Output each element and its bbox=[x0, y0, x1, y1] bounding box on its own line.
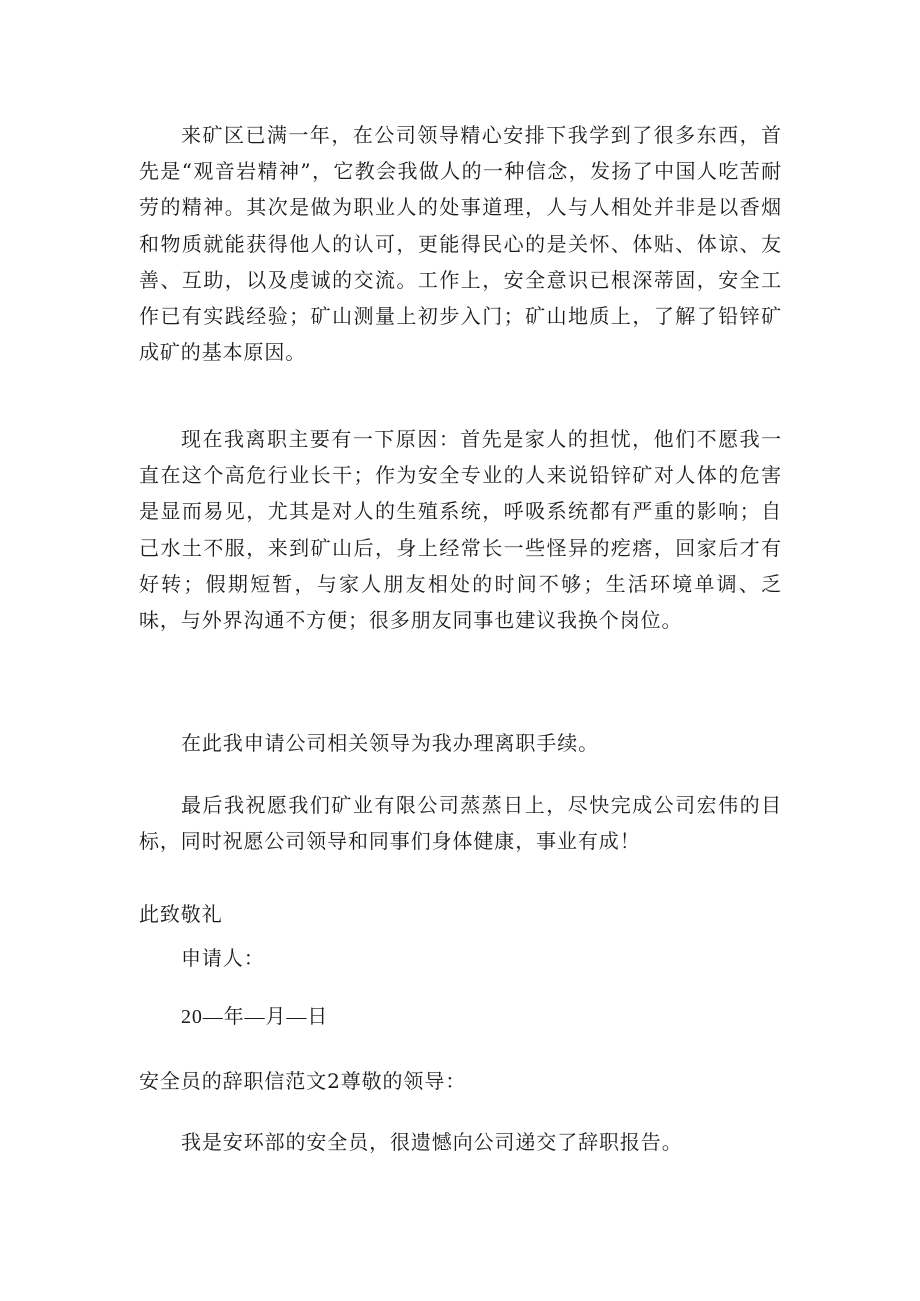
paragraph-reasons: 现在我离职主要有一下原因：首先是家人的担忧，他们不愿我一直在这个高危行业长干；作为安全专业的人来说铅锌矿对人体的危害是显而易见，尤其是对人的生殖系统，呼吸系统都有严重的影响；自己水土不服，来到矿山后，身上经常长一些怪异的疙瘩，回家后才有好转；假期短暂，与家人朋友相处的时间不够；生活环境单调、乏味，与外界沟通不方便；很多朋友同事也建议我换个岗位。 bbox=[139, 427, 782, 633]
next-letter-title: 安全员的辞职信范文2尊敬的领导： bbox=[139, 1069, 467, 1093]
date-line: 20—年—月—日 bbox=[181, 1006, 329, 1028]
paragraph-experience: 来矿区已满一年，在公司领导精心安排下我学到了很多东西，首先是“观音岩精神”，它教会我做人的一种信念，发扬了中国人吃苦耐劳的精神。其次是做为职业人的处事道理，人与人相处并非是以香烟和物质就能获得他人的认可，更能得民心的是关怀、体贴、体谅、友善、互助，以及虔诚的交流。工作上，安全意识已根深蒂固，安全工作已有实践经验；矿山测量上初步入门；矿山地质上，了解了铅锌矿成矿的基本原因。 bbox=[139, 123, 782, 365]
applicant-label: 申请人： bbox=[181, 946, 265, 970]
paragraph-wishes: 最后我祝愿我们矿业有限公司蒸蒸日上，尽快完成公司宏伟的目标，同时祝愿公司领导和同事们身体健康，事业有成！ bbox=[139, 793, 782, 854]
next-letter-opening: 我是安环部的安全员，很遗憾向公司递交了辞职报告。 bbox=[181, 1130, 683, 1154]
paragraph-request: 在此我申请公司相关领导为我办理离职手续。 bbox=[181, 731, 599, 755]
closing-salutation: 此致敬礼 bbox=[139, 902, 223, 926]
